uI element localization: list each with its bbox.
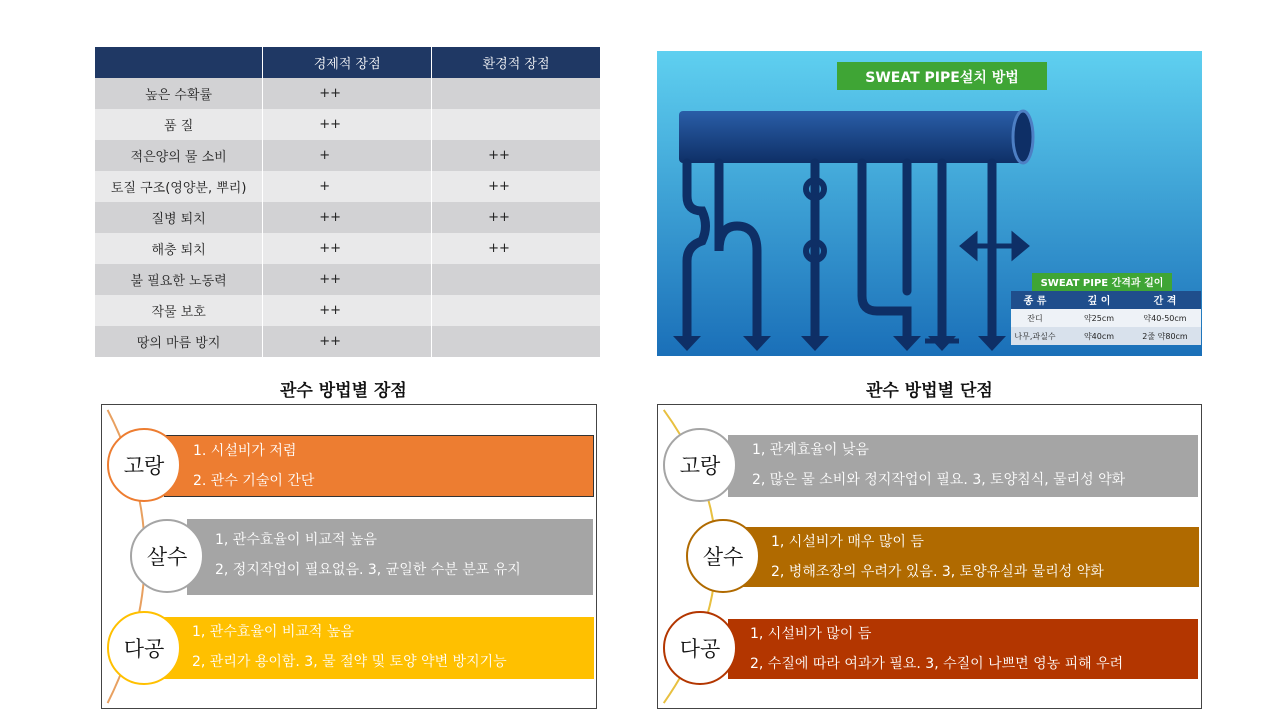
method-circle bbox=[107, 611, 181, 685]
mini-table-cell: 약40-50cm bbox=[1143, 314, 1187, 323]
table-cell: ++ bbox=[263, 264, 432, 295]
table-cell: 높은 수확률 bbox=[95, 78, 263, 109]
mini-table-title: SWEAT PIPE 간격과 길이 bbox=[1040, 278, 1164, 289]
pros-bar-gorang bbox=[164, 435, 594, 497]
sweat-pipe-diagram bbox=[657, 51, 1202, 356]
mini-table-header-cell: 간 격 bbox=[1153, 296, 1177, 307]
table-header-cell: 환경적 장점 bbox=[432, 47, 601, 78]
method-circle bbox=[107, 428, 181, 502]
mini-table-cell: 잔디 bbox=[1027, 314, 1043, 323]
table-cell: ++ bbox=[432, 140, 601, 171]
bar-line: 2, 많은 물 소비와 정지작업이 필요. 3, 토양침식, 물리성 약화 bbox=[752, 472, 1126, 488]
table-cell: 적은양의 물 소비 bbox=[95, 140, 263, 171]
cons-panel bbox=[657, 404, 1202, 709]
method-name: 고랑 bbox=[679, 454, 721, 478]
bar-line: 2. 관수 기술이 간단 bbox=[193, 473, 315, 489]
mini-table-cell: 약25cm bbox=[1083, 314, 1115, 323]
table-cell: 작물 보호 bbox=[95, 295, 263, 326]
method-circle bbox=[130, 519, 204, 593]
table-row bbox=[95, 295, 601, 326]
bar-line: 1, 시설비가 매우 많이 듬 bbox=[771, 534, 924, 550]
table-row bbox=[95, 78, 601, 109]
table-cell: ++ bbox=[432, 233, 601, 264]
table-header-cell: 경제적 장점 bbox=[263, 47, 432, 78]
table-cell: ++ bbox=[263, 295, 432, 326]
table-cell bbox=[432, 326, 601, 357]
mini-table-header-cell: 종 류 bbox=[1023, 296, 1047, 307]
banner-title: SWEAT PIPE설치 방법 bbox=[865, 70, 1019, 86]
bar-line: 1, 시설비가 많이 듬 bbox=[750, 626, 872, 642]
mini-table-cell: 2줄 약80cm bbox=[1142, 332, 1188, 341]
table-cell: 해충 퇴치 bbox=[95, 233, 263, 264]
table-row bbox=[95, 233, 601, 264]
table-cell: + bbox=[263, 171, 432, 202]
table-cell bbox=[432, 109, 601, 140]
pros-panel bbox=[101, 404, 597, 709]
bar-line: 1. 시설비가 저렴 bbox=[193, 443, 297, 459]
table-row bbox=[95, 109, 601, 140]
mini-table-cell: 나무,과실수 bbox=[1014, 332, 1056, 341]
table-row bbox=[95, 326, 601, 357]
cons-bar-gorang bbox=[728, 435, 1198, 497]
table-row bbox=[95, 140, 601, 171]
table-cell: 질병 퇴치 bbox=[95, 202, 263, 233]
table-cell: ++ bbox=[263, 202, 432, 233]
table-cell bbox=[432, 78, 601, 109]
method-name: 다공 bbox=[679, 637, 721, 661]
bar-line: 1, 관수효율이 비교적 높음 bbox=[192, 624, 354, 640]
mini-table-header-cell: 깊 이 bbox=[1087, 296, 1111, 307]
table-cell: ++ bbox=[263, 233, 432, 264]
table-header-row bbox=[95, 47, 601, 78]
table-cell: ++ bbox=[432, 171, 601, 202]
table-row bbox=[95, 202, 601, 233]
table-header-cell bbox=[95, 47, 263, 78]
table-cell bbox=[432, 295, 601, 326]
pros-bar-salsu bbox=[187, 519, 593, 595]
cons-caption: 관수 방법별 단점 bbox=[866, 381, 993, 401]
cons-bar-dagong bbox=[728, 619, 1198, 679]
advantages-table bbox=[95, 47, 601, 357]
table-cell: 토질 구조(영양분, 뿌리) bbox=[95, 171, 263, 202]
table-cell: 품 질 bbox=[95, 109, 263, 140]
bar-line: 2, 병해조장의 우려가 있음. 3, 토양유실과 물리성 약화 bbox=[771, 564, 1104, 580]
bar-line: 1, 관계효율이 낮음 bbox=[752, 442, 869, 458]
pros-caption: 관수 방법별 장점 bbox=[280, 381, 407, 401]
cons-bar-salsu bbox=[743, 527, 1199, 587]
method-circle bbox=[663, 428, 737, 502]
table-cell: + bbox=[263, 140, 432, 171]
method-name: 살수 bbox=[702, 545, 744, 569]
table-cell: ++ bbox=[432, 202, 601, 233]
method-name: 다공 bbox=[123, 637, 165, 661]
bar-line: 1, 관수효율이 비교적 높음 bbox=[215, 532, 377, 548]
method-name: 고랑 bbox=[123, 454, 165, 478]
table-cell: 불 필요한 노동력 bbox=[95, 264, 263, 295]
method-circle bbox=[663, 611, 737, 685]
mini-table-cell: 약40cm bbox=[1083, 332, 1115, 341]
table-cell: ++ bbox=[263, 78, 432, 109]
method-circle bbox=[686, 519, 760, 593]
pros-bar-dagong bbox=[164, 617, 594, 679]
bar-line: 2, 정지작업이 필요없음. 3, 균일한 수분 분포 유지 bbox=[215, 562, 521, 578]
bar-line: 2, 수질에 따라 여과가 필요. 3, 수질이 나쁘면 영농 피해 우려 bbox=[750, 656, 1124, 672]
table-cell: ++ bbox=[263, 326, 432, 357]
table-row bbox=[95, 171, 601, 202]
method-name: 살수 bbox=[146, 545, 188, 569]
table-cell: 땅의 마름 방지 bbox=[95, 326, 263, 357]
bar-line: 2, 관리가 용이함. 3, 물 절약 및 토양 약변 방지기능 bbox=[192, 654, 507, 670]
table-cell: ++ bbox=[263, 109, 432, 140]
table-cell bbox=[432, 264, 601, 295]
table-row bbox=[95, 264, 601, 295]
